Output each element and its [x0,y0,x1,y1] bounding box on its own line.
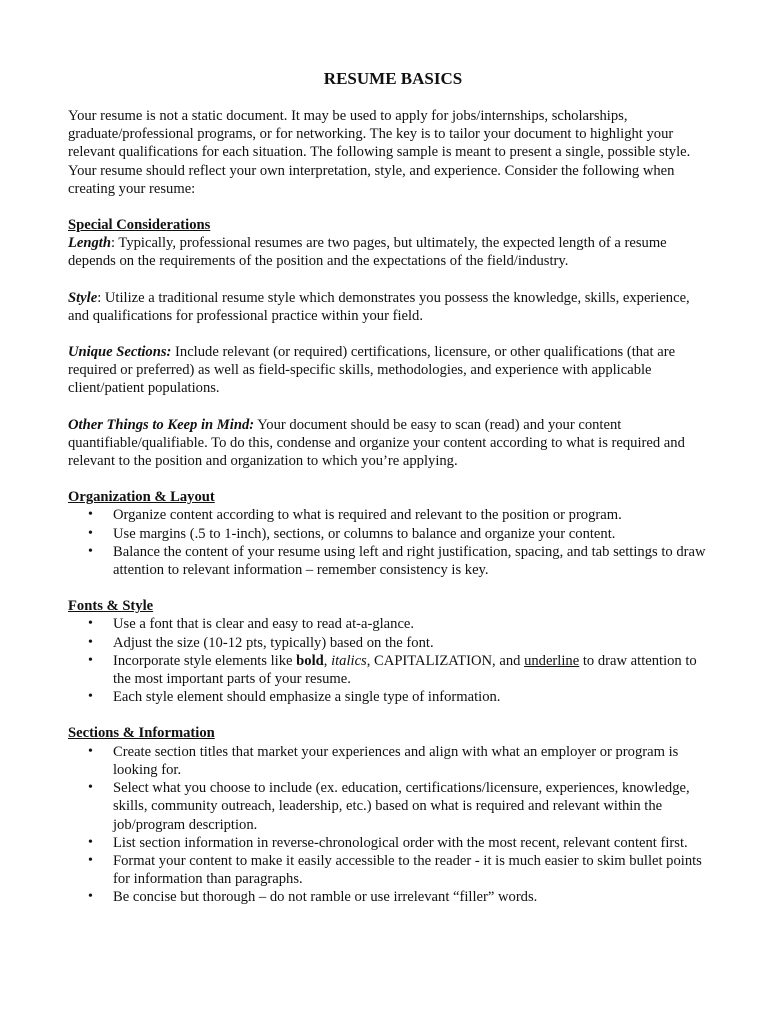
spacer [68,470,708,488]
unique-sections-paragraph [68,343,708,398]
organization-layout-heading: Organization & Layout [68,489,215,506]
document-page [68,68,708,907]
list-item [68,525,708,543]
bullet-icon: • [88,780,93,796]
fonts-style-heading: Fonts & Style [68,598,154,615]
spacer [68,198,708,216]
other-things-text: Your document should be easy to scan (read) and your content quantifiable/qualifiable. To do this, condense and organize your content according to what is required and relevant to the position and organization to which you’re applying. [68,416,685,470]
other-things-label: Other Things to Keep in Mind: [68,416,255,433]
length-paragraph [68,234,708,270]
style-label: Style [68,289,98,306]
bullet-icon: • [88,689,93,705]
list-item [68,743,708,779]
list-item [68,615,708,633]
bullet-icon: • [88,852,93,868]
list-item [68,852,708,888]
bullet-icon: • [88,834,93,850]
list-item-text: List section information in reverse-chronological order with the most recent, relevant content first. [113,834,688,851]
spacer [68,706,708,724]
bold-example: bold [296,652,324,669]
style-elements-sep: , CAPITALIZATION, and [366,652,525,669]
list-item-text: Format your content to make it easily accessible to the reader - it is much easier to skim bullet points for information than paragraphs. [113,852,702,888]
document-title: RESUME BASICS [323,69,463,88]
spacer [68,579,708,597]
list-item-text: Use a font that is clear and easy to read at-a-glance. [113,616,415,633]
list-item-text: Use margins (.5 to 1-inch), sections, or columns to balance and organize your content. [113,525,616,542]
underline-example: underline [524,652,580,669]
fonts-list [68,615,708,706]
intro-paragraph: Your resume is not a static document. It may be used to apply for jobs/internships, scholarships, graduate/professional programs, or for networking. The key is to tailor your document to highlight your relevant qualifications for each situation. The following sample is meant to present a single, possible style. Your resume should reflect your own interpretation, style, and experience. Consider the following when creating your resume: [68,108,691,197]
unique-sections-label: Unique Sections: [68,344,172,361]
list-item [68,688,708,706]
spacer [68,271,708,289]
bullet-icon: • [88,525,93,541]
spacer [68,325,708,343]
spacer [68,398,708,416]
italics-example: italics [331,652,367,669]
length-label: Length [68,235,111,252]
list-item-text: Balance the content of your resume using left and right justification, spacing, and tab settings to draw attention to relevant information – remember consistency is key. [113,543,706,579]
list-item-text: Create section titles that market your experiences and align with what an employer or program is looking for. [113,743,679,778]
bullet-icon: • [88,634,93,650]
bullet-icon: • [88,507,93,523]
list-item [68,834,708,852]
bullet-icon: • [88,889,93,905]
style-paragraph [68,289,708,325]
other-things-paragraph [68,416,708,471]
special-considerations-heading: Special Considerations [68,217,211,234]
style-text: : Utilize a traditional resume style which demonstrates you possess the knowledge, skills, experience, and qualifications for professional practice within your field. [68,289,690,324]
bullet-icon: • [88,616,93,632]
list-item [68,888,708,906]
list-item-text: Each style element should emphasize a single type of information. [113,689,501,706]
list-item-text: Organize content according to what is required and relevant to the position or program. [113,507,622,524]
list-item-text: Select what you choose to include (ex. education, certifications/licensure, experiences, knowledge, skills, community outreach, leadership, etc.) based on what is required and relevant within the job/program description. [113,780,690,833]
unique-sections-text: Include relevant (or required) certifications, licensure, or other qualifications (that are required or preferred) as well as field-specific skills, methodologies, and experience with applicable client/patient populations. [68,344,676,397]
list-item [68,506,708,524]
sections-list [68,743,708,907]
bullet-icon: • [88,543,93,559]
sections-information-heading: Sections & Information [68,725,215,742]
style-elements-post: to draw attention to the most important parts of your resume. [113,652,697,688]
list-item [68,652,708,688]
bullet-icon: • [88,652,93,668]
list-item [68,634,708,652]
list-item [68,779,708,834]
bullet-icon: • [88,743,93,759]
list-item [68,543,708,579]
list-item-text: Be concise but thorough – do not ramble or use irrelevant “filler” words. [113,889,538,906]
style-elements-pre: Incorporate style elements like [113,652,297,669]
list-item-text: Adjust the size (10-12 pts, typically) based on the font. [113,634,434,651]
organization-list [68,506,708,579]
length-text: : Typically, professional resumes are two pages, but ultimately, the expected length of a resume depends on the requirements of the position and the expectations of the field/industry. [68,235,667,270]
list-item-text [113,653,697,687]
style-elements-sep: , [323,652,332,669]
